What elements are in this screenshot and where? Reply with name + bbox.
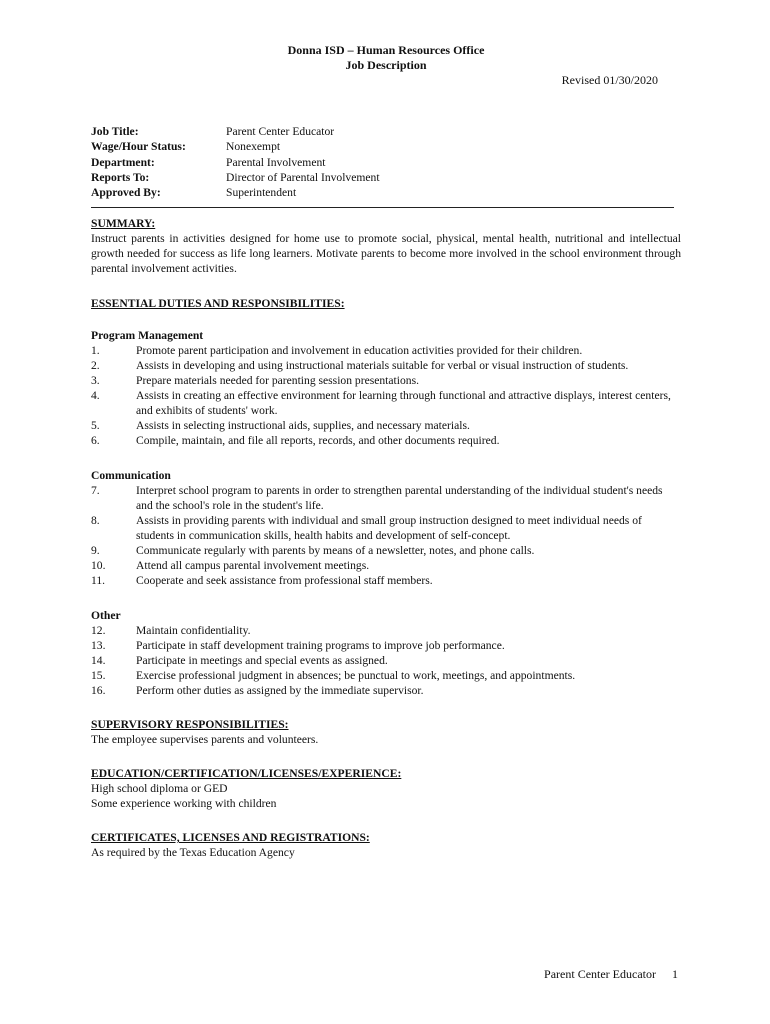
item-number: 1. bbox=[91, 344, 100, 357]
meta-row bbox=[91, 155, 380, 170]
meta-value: Nonexempt bbox=[226, 140, 281, 154]
meta-label: Job Title: bbox=[91, 125, 139, 138]
education-line: Some experience working with children bbox=[91, 797, 277, 810]
meta-value: Parent Center Educator bbox=[226, 125, 335, 138]
summary-text: Instruct parents in activities designed for home use to promote social, physical, mental health, nutritional and intellectual growth needed for success as life long learners. Motivate parents to become more involved in the school environment through parental involvement activities. bbox=[91, 232, 681, 275]
education-line: High school diploma or GED bbox=[91, 782, 228, 795]
summary-section bbox=[91, 216, 681, 276]
item-text: Assists in providing parents with individual and small group instruction designed to meet individual needs of students in communication skills, health habits and development of self-concept. bbox=[136, 514, 642, 542]
item-text: Interpret school program to parents in order to strengthen parental understanding of the individual student's needs and the school's role in the student's life. bbox=[136, 484, 663, 512]
supervisory-title: SUPERVISORY RESPONSIBILITIES: bbox=[91, 718, 289, 731]
meta-row bbox=[91, 124, 380, 139]
item-text: Maintain confidentiality. bbox=[136, 624, 251, 637]
duty-group-title: Other bbox=[91, 609, 121, 622]
list-item bbox=[91, 433, 681, 448]
item-number: 11. bbox=[91, 574, 106, 587]
revised-date: Revised 01/30/2020 bbox=[561, 73, 658, 87]
supervisory-section bbox=[91, 717, 681, 747]
meta-label: Reports To: bbox=[91, 170, 150, 184]
header-doc-type: Job Description bbox=[345, 58, 427, 72]
education-title: EDUCATION/CERTIFICATION/LICENSES/EXPERIENCE: bbox=[91, 767, 402, 780]
item-text: Assists in developing and using instructional materials suitable for verbal or visual instruction of students. bbox=[136, 359, 629, 372]
meta-row bbox=[91, 185, 380, 200]
duty-group-title: Program Management bbox=[91, 329, 204, 342]
item-number: 9. bbox=[91, 544, 100, 557]
list-item bbox=[91, 638, 681, 653]
list-item bbox=[91, 668, 681, 683]
meta-value: Parental Involvement bbox=[226, 155, 326, 169]
item-text: Participate in staff development training programs to improve job performance. bbox=[136, 639, 505, 652]
item-number: 7. bbox=[91, 484, 100, 497]
item-number: 5. bbox=[91, 419, 100, 432]
duty-group-other bbox=[91, 608, 681, 698]
list-item bbox=[91, 653, 681, 668]
meta-value: Director of Parental Involvement bbox=[226, 170, 380, 184]
page-number: 1 bbox=[672, 967, 678, 981]
item-number: 6. bbox=[91, 434, 100, 447]
item-number: 14. bbox=[91, 654, 106, 667]
list-item bbox=[91, 573, 681, 588]
item-number: 16. bbox=[91, 684, 106, 697]
item-number: 10. bbox=[91, 559, 106, 572]
item-text: Compile, maintain, and file all reports, records, and other documents required. bbox=[136, 434, 500, 447]
list-item bbox=[91, 623, 681, 638]
list-item bbox=[91, 343, 681, 358]
summary-title: SUMMARY: bbox=[91, 217, 156, 230]
duties-section bbox=[91, 296, 681, 311]
item-number: 8. bbox=[91, 514, 100, 527]
meta-label: Wage/Hour Status: bbox=[91, 140, 186, 154]
item-text: Perform other duties as assigned by the immediate supervisor. bbox=[136, 684, 424, 697]
duty-group-program-management bbox=[91, 328, 681, 448]
meta-row bbox=[91, 139, 380, 154]
item-number: 4. bbox=[91, 389, 100, 402]
item-text: Cooperate and seek assistance from professional staff members. bbox=[136, 574, 433, 587]
item-number: 13. bbox=[91, 639, 106, 652]
duties-title: ESSENTIAL DUTIES AND RESPONSIBILITIES: bbox=[91, 297, 345, 310]
item-text: Communicate regularly with parents by means of a newsletter, notes, and phone calls. bbox=[136, 544, 535, 557]
item-text: Promote parent participation and involvement in education activities provided for their children. bbox=[136, 344, 583, 357]
certificates-title: CERTIFICATES, LICENSES AND REGISTRATIONS: bbox=[91, 831, 370, 844]
item-number: 15. bbox=[91, 669, 106, 682]
list-item bbox=[91, 513, 681, 543]
education-section bbox=[91, 766, 681, 811]
page-footer bbox=[544, 967, 678, 982]
duty-group-title: Communication bbox=[91, 469, 171, 482]
meta-row bbox=[91, 170, 380, 185]
list-item bbox=[91, 358, 681, 373]
item-number: 2. bbox=[91, 359, 100, 372]
certificates-section bbox=[91, 830, 681, 860]
supervisory-text: The employee supervises parents and volunteers. bbox=[91, 733, 319, 746]
job-meta-table bbox=[91, 124, 380, 200]
item-text: Prepare materials needed for parenting session presentations. bbox=[136, 374, 419, 387]
header-org: Donna ISD – Human Resources Office bbox=[287, 43, 485, 57]
item-text: Assists in selecting instructional aids, supplies, and necessary materials. bbox=[136, 419, 470, 432]
item-number: 12. bbox=[91, 624, 106, 637]
footer-title: Parent Center Educator bbox=[544, 967, 656, 981]
list-item bbox=[91, 373, 681, 388]
meta-value: Superintendent bbox=[226, 186, 297, 200]
item-text: Participate in meetings and special events as assigned. bbox=[136, 654, 388, 667]
document-header bbox=[91, 43, 681, 73]
item-text: Assists in creating an effective environment for learning through functional and attractive displays, interest centers, and exhibits of students' work. bbox=[136, 389, 671, 417]
divider-line bbox=[91, 207, 674, 208]
certificates-text: As required by the Texas Education Agency bbox=[91, 846, 295, 859]
duty-group-communication bbox=[91, 468, 681, 588]
list-item bbox=[91, 483, 681, 513]
meta-label: Department: bbox=[91, 155, 155, 169]
meta-label: Approved By: bbox=[91, 186, 161, 200]
list-item bbox=[91, 418, 681, 433]
list-item bbox=[91, 683, 681, 698]
item-text: Exercise professional judgment in absences; be punctual to work, meetings, and appointments. bbox=[136, 669, 576, 682]
item-text: Attend all campus parental involvement meetings. bbox=[136, 559, 370, 572]
list-item bbox=[91, 388, 681, 418]
item-number: 3. bbox=[91, 374, 100, 387]
list-item bbox=[91, 543, 681, 558]
list-item bbox=[91, 558, 681, 573]
